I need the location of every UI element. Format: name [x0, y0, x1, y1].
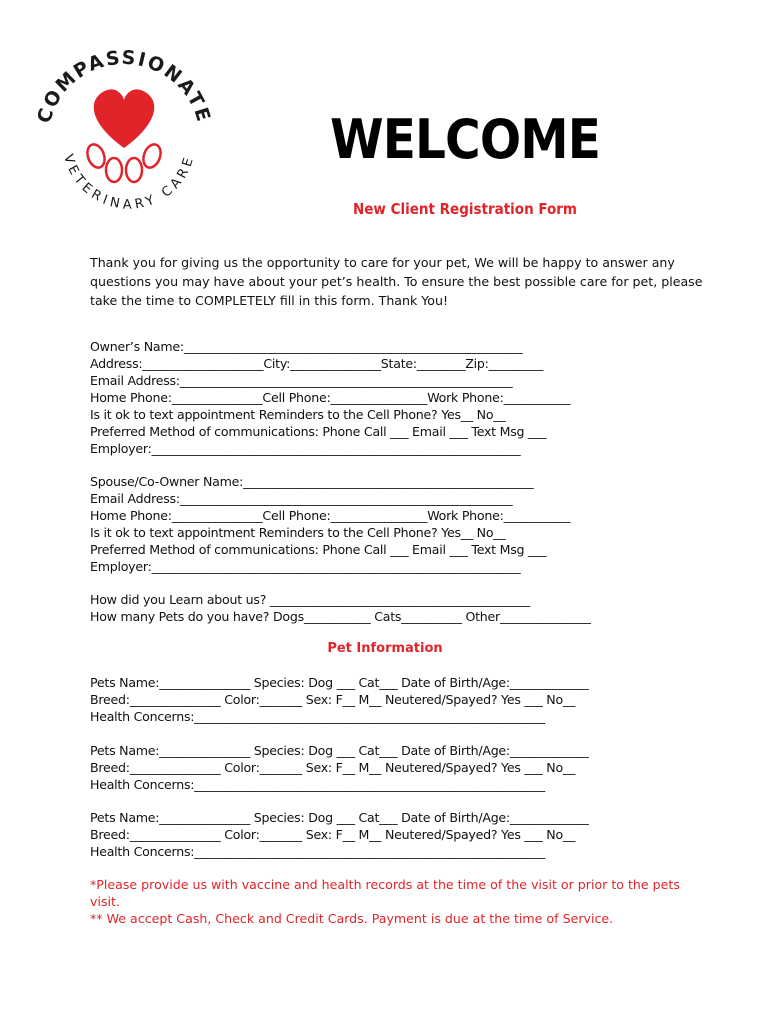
heart-icon	[94, 89, 155, 148]
spouse-text-ok-field[interactable]: Is it ok to text appointment Reminders to the Cell Phone? Yes__ No__	[90, 525, 506, 540]
logo-arc-top-text: COMPASSIONATE	[33, 46, 215, 126]
spouse-email-field[interactable]: Email Address:_______________________________________________________	[90, 491, 513, 506]
spouse-phone-field[interactable]: Home Phone:_______________Cell Phone:________________Work Phone:___________	[90, 508, 571, 523]
pet-2-name-field[interactable]: Pets Name:_______________ Species: Dog ___ Cat___ Date of Birth/Age:_____________	[90, 743, 589, 758]
owner-employer-field[interactable]: Employer:_____________________________________________________________	[90, 441, 521, 456]
spouse-comm-method-field[interactable]: Preferred Method of communications: Phone Call ___ Email ___ Text Msg ___	[90, 542, 547, 557]
spouse-employer-field[interactable]: Employer:_____________________________________________________________	[90, 559, 521, 574]
intro-paragraph	[90, 253, 703, 310]
pet-1-health-field[interactable]: Health Concerns:__________________________________________________________	[90, 709, 545, 724]
paw-pad-icon	[106, 158, 122, 182]
owner-name-field[interactable]: Owner’s Name:________________________________________________________	[90, 339, 523, 354]
owner-text-ok-field[interactable]: Is it ok to text appointment Reminders to the Cell Phone? Yes__ No__	[90, 407, 506, 422]
paw-pad-icon	[126, 158, 142, 182]
pet-count-field[interactable]: How many Pets do you have? Dogs___________ Cats__________ Other_______________	[90, 609, 591, 624]
owner-email-field[interactable]: Email Address:_______________________________________________________	[90, 373, 513, 388]
referral-source-field[interactable]: How did you Learn about us? ___________________________________________	[90, 592, 530, 607]
pet-3-name-field[interactable]: Pets Name:_______________ Species: Dog ___ Cat___ Date of Birth/Age:_____________	[90, 810, 589, 825]
pet-3-health-field[interactable]: Health Concerns:__________________________________________________________	[90, 844, 545, 859]
paw-heart-logo	[26, 36, 222, 232]
clinic-logo	[26, 36, 222, 232]
intro-line: questions you may have about your pet’s health. To ensure the best possible care for pet, please	[90, 274, 703, 289]
page-title: WELCOME	[329, 108, 601, 171]
pet-3-breed-field[interactable]: Breed:_______________ Color:_______ Sex: F__ M__ Neutered/Spayed? Yes ___ No__	[90, 827, 575, 842]
owner-phone-field[interactable]: Home Phone:_______________Cell Phone:________________Work Phone:___________	[90, 390, 571, 405]
pet-2-breed-field[interactable]: Breed:_______________ Color:_______ Sex: F__ M__ Neutered/Spayed? Yes ___ No__	[90, 760, 575, 775]
pet-1-breed-field[interactable]: Breed:_______________ Color:_______ Sex: F__ M__ Neutered/Spayed? Yes ___ No__	[90, 692, 575, 707]
payment-note: ** We accept Cash, Check and Credit Cards. Payment is due at the time of Service.	[90, 911, 614, 926]
owner-address-field[interactable]: Address:____________________City:_______________State:________Zip:_________	[90, 356, 544, 371]
logo-arc-bottom-text: VETERINARY CARE	[60, 152, 198, 213]
pet-1-name-field[interactable]: Pets Name:_______________ Species: Dog ___ Cat___ Date of Birth/Age:_____________	[90, 675, 589, 690]
form-subtitle: New Client Registration Form	[352, 200, 577, 218]
paw-pad-icon	[84, 142, 107, 170]
records-note: *Please provide us with vaccine and health records at the time of the visit or prior to the pets	[90, 877, 680, 892]
pet-info-heading: Pet Information	[327, 641, 443, 656]
intro-line: Thank you for giving us the opportunity to care for your pet, We will be happy to answer any	[90, 255, 675, 270]
pet-2-health-field[interactable]: Health Concerns:__________________________________________________________	[90, 777, 545, 792]
intro-line: take the time to COMPLETELY fill in this form. Thank You!	[90, 293, 449, 308]
spouse-name-field[interactable]: Spouse/Co-Owner Name:________________________________________________	[90, 474, 534, 489]
records-note-cont: visit.	[90, 894, 120, 909]
owner-comm-method-field[interactable]: Preferred Method of communications: Phone Call ___ Email ___ Text Msg ___	[90, 424, 547, 439]
paw-pad-icon	[140, 142, 163, 170]
